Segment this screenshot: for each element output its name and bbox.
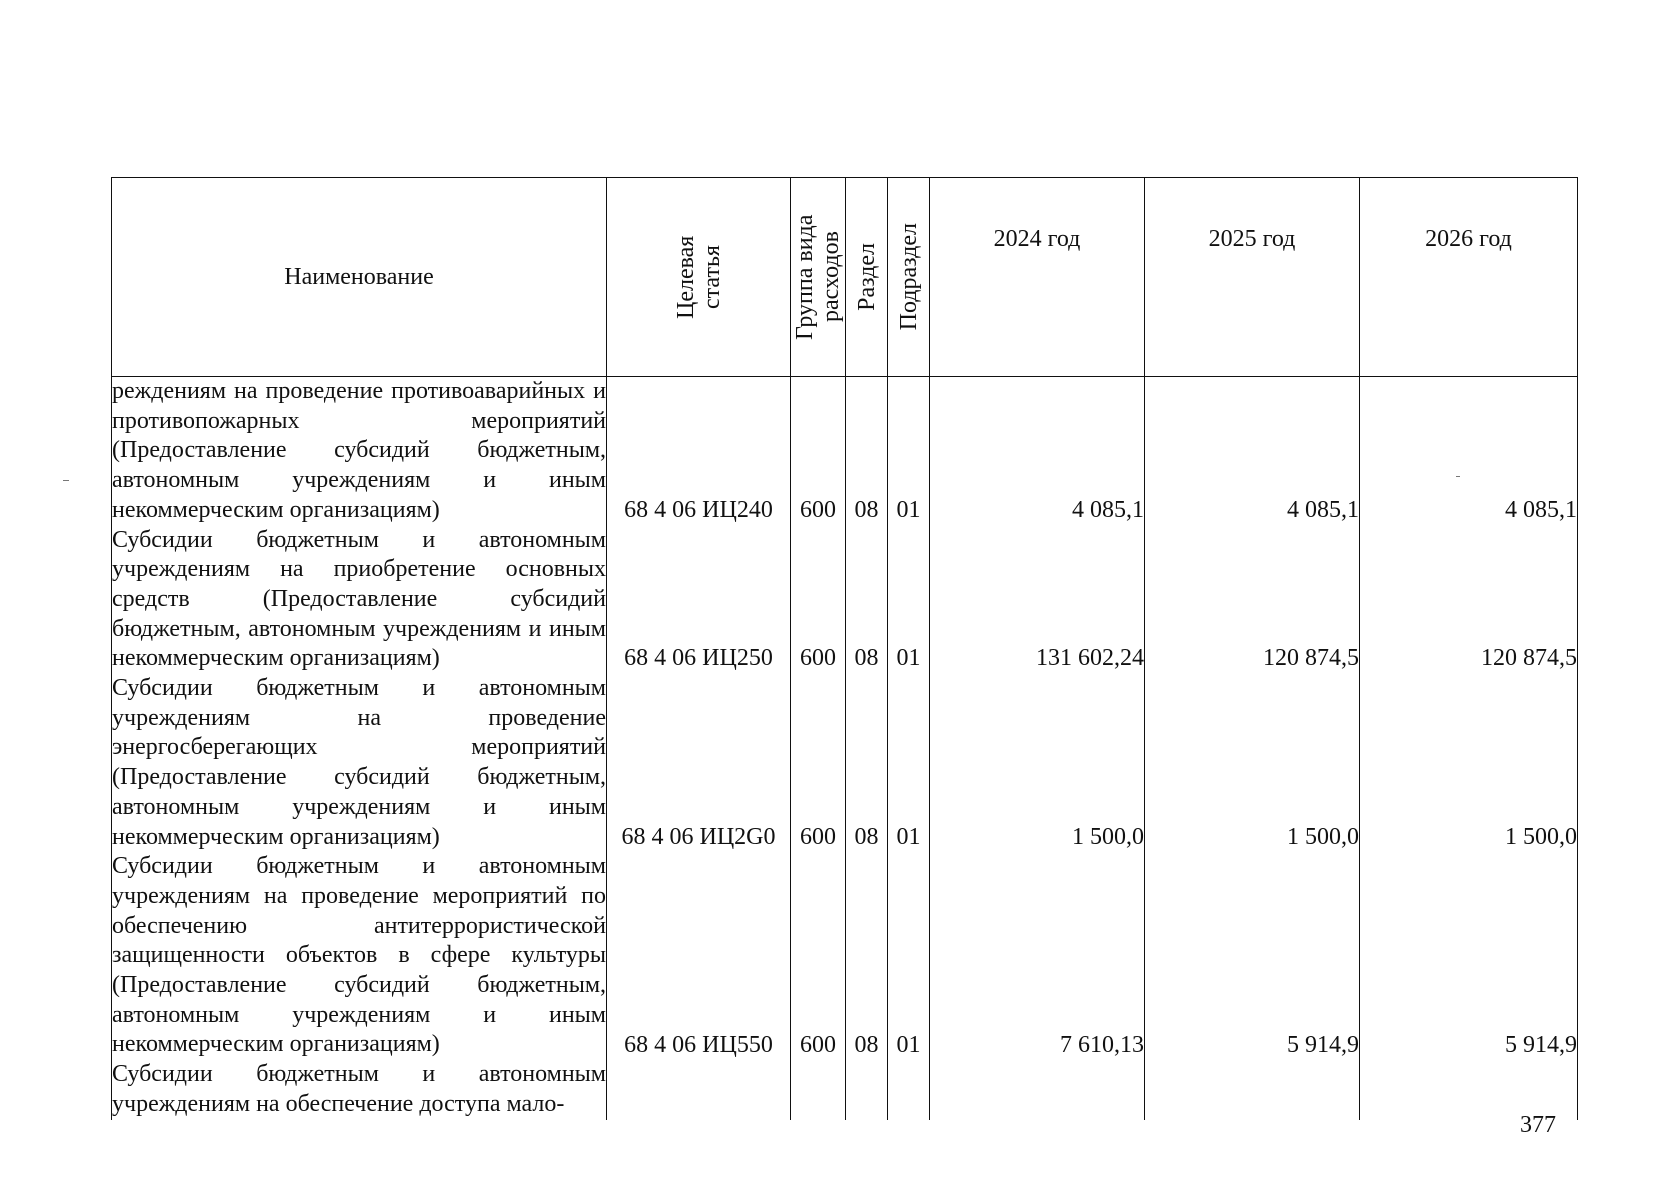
row-code-text: 68 4 06 ИЦ550	[624, 1031, 773, 1058]
row-subsection-cell	[888, 526, 930, 675]
table-row	[112, 674, 1578, 852]
row-subsection-cell	[888, 377, 930, 526]
row-2025-cell	[1145, 852, 1360, 1060]
row-name-text: Субсидии бюджетным и автономным учреждениям на проведение энергосберегающих мероприятий (Предоставление субсидий бюджетным, автономным учреждениям и иным некоммерческим организациям)	[112, 675, 606, 850]
row-subsection-cell	[888, 674, 930, 852]
row-2026-value: 5 914,9	[1505, 1031, 1577, 1058]
row-2024-cell	[930, 377, 1145, 526]
header-name-label: Наименование	[284, 263, 434, 290]
row-name-cell	[112, 674, 607, 852]
table-row	[112, 852, 1578, 1060]
row-section-cell	[846, 377, 888, 526]
row-2026-value: 1 500,0	[1505, 823, 1577, 850]
header-group-label: Группа вида расходов	[792, 214, 844, 340]
row-group-cell	[791, 1060, 846, 1120]
row-code-text: 68 4 06 ИЦ2G0	[621, 823, 776, 850]
row-code-cell	[607, 1060, 791, 1120]
table-row	[112, 1060, 1578, 1120]
row-section-text: 08	[854, 645, 879, 672]
row-name-text: реждениям на проведение противоаварийных и противопожарных мероприятий (Предоставление субсидий бюджетным, автономным учреждениям и иным некоммерческим организациям)	[112, 378, 606, 523]
row-name-cell	[112, 852, 607, 1060]
row-2025-cell	[1145, 1060, 1360, 1120]
row-2024-cell	[930, 526, 1145, 675]
row-name-text: Субсидии бюджетным и автономным учреждениям на обеспечение доступа мало-	[112, 1061, 606, 1117]
row-group-text: 600	[800, 823, 836, 850]
row-code-cell	[607, 377, 791, 526]
row-2025-value: 120 874,5	[1263, 645, 1359, 672]
table-header-row	[112, 178, 1578, 377]
row-2024-cell	[930, 674, 1145, 852]
row-2026-value: 4 085,1	[1505, 496, 1577, 523]
row-2025-cell	[1145, 674, 1360, 852]
header-2024	[930, 178, 1145, 377]
row-subsection-cell	[888, 852, 930, 1060]
row-name-cell	[112, 377, 607, 526]
row-section-cell	[846, 674, 888, 852]
row-group-text: 600	[800, 645, 836, 672]
row-2024-value: 7 610,13	[1060, 1031, 1144, 1058]
row-2026-cell	[1360, 674, 1578, 852]
header-subsection-label: Подраздел	[895, 223, 922, 331]
row-name-text: Субсидии бюджетным и автономным учреждениям на приобретение основных средств (Предоставление субсидий бюджетным, автономным учреждениям и иным некоммерческим организациям)	[112, 526, 606, 672]
header-2025	[1145, 178, 1360, 377]
scan-speck	[1456, 476, 1460, 477]
row-2025-value: 1 500,0	[1287, 823, 1359, 850]
row-2025-cell	[1145, 377, 1360, 526]
row-2026-cell	[1360, 852, 1578, 1060]
row-group-cell	[791, 377, 846, 526]
row-2024-cell	[930, 1060, 1145, 1120]
row-2024-value: 131 602,24	[1036, 645, 1144, 672]
row-code-cell	[607, 852, 791, 1060]
row-2024-value: 4 085,1	[1072, 496, 1144, 523]
row-2025-cell	[1145, 526, 1360, 675]
row-2026-value: 120 874,5	[1481, 645, 1577, 672]
row-group-text: 600	[800, 1031, 836, 1058]
row-section-cell	[846, 1060, 888, 1120]
row-name-cell	[112, 1060, 607, 1120]
row-group-cell	[791, 526, 846, 675]
row-2024-value: 1 500,0	[1072, 823, 1144, 850]
row-subsection-text: 01	[896, 1031, 921, 1058]
row-2026-cell	[1360, 377, 1578, 526]
row-2025-value: 4 085,1	[1287, 496, 1359, 523]
row-section-text: 08	[854, 496, 879, 523]
header-section	[846, 178, 888, 377]
page-number: 377	[1520, 1112, 1556, 1138]
row-code-cell	[607, 526, 791, 675]
row-code-text: 68 4 06 ИЦ250	[624, 645, 773, 672]
scan-speck	[63, 480, 69, 481]
table-row	[112, 377, 1578, 526]
row-subsection-text: 01	[896, 496, 921, 523]
row-name-cell	[112, 526, 607, 675]
row-name-text: Субсидии бюджетным и автономным учреждениям на проведение мероприятий по обеспечению антитеррористической защищенности объектов в сфере культуры (Предоставление субсидий бюджетным, автономным учреждениям и иным некоммерческим организациям)	[112, 853, 606, 1058]
row-group-cell	[791, 674, 846, 852]
row-code-cell	[607, 674, 791, 852]
header-subsection	[888, 178, 930, 377]
header-code-label: Целевая статья	[672, 235, 725, 319]
header-group	[791, 178, 846, 377]
row-2024-cell	[930, 852, 1145, 1060]
header-2025-label: 2025 год	[1208, 226, 1296, 252]
row-subsection-text: 01	[896, 823, 921, 850]
row-code-text: 68 4 06 ИЦ240	[624, 496, 773, 523]
row-group-cell	[791, 852, 846, 1060]
row-2026-cell	[1360, 526, 1578, 675]
row-subsection-text: 01	[896, 645, 921, 672]
row-section-cell	[846, 526, 888, 675]
header-2026	[1360, 178, 1578, 377]
header-section-label: Раздел	[853, 243, 880, 311]
header-2026-label: 2026 год	[1425, 226, 1512, 252]
table-row	[112, 526, 1578, 675]
row-section-cell	[846, 852, 888, 1060]
row-section-text: 08	[854, 1031, 879, 1058]
header-name	[112, 178, 607, 377]
row-subsection-cell	[888, 1060, 930, 1120]
row-section-text: 08	[854, 823, 879, 850]
row-2025-value: 5 914,9	[1287, 1031, 1359, 1058]
header-2024-label: 2024 год	[993, 226, 1081, 252]
row-group-text: 600	[800, 496, 836, 523]
header-code	[607, 178, 791, 377]
budget-table	[111, 177, 1578, 1120]
